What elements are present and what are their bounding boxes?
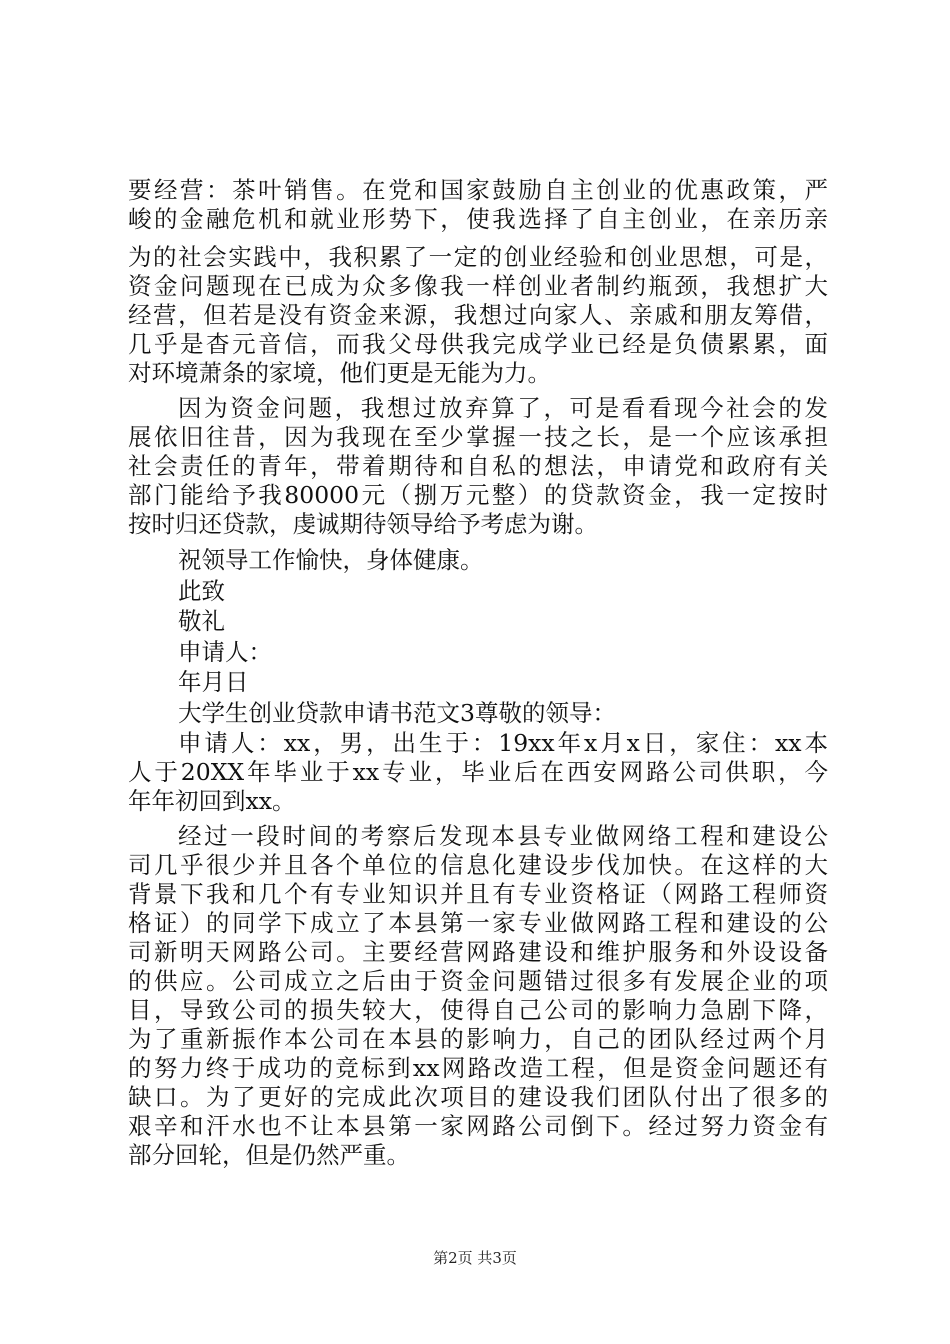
applicant-label: 申请人： [178, 638, 272, 666]
body-text-line: 资金问题现在已成为众多像我一样创业者制约瓶颈，我想扩大 [128, 272, 828, 300]
date-label: 年月日 [178, 668, 249, 696]
body-text-line: 展依旧往昔，因为我现在至少掌握一技之长，是一个应该承担 [128, 423, 828, 451]
body-text-line: 人于20XX年毕业于xx专业，毕业后在西安网路公司供职，今 [128, 758, 828, 786]
body-text-line: 社会责任的青年，带着期待和自私的想法，申请党和政府有关 [128, 452, 828, 480]
body-text-line: 部分回轮，但是仍然严重。 [128, 1141, 410, 1169]
closing-wish: 祝领导工作愉快，身体健康。 [178, 546, 484, 574]
body-text-line: 司新明天网路公司。主要经营网路建设和维护服务和外设设备 [128, 938, 828, 966]
body-text-line: 目，导致公司的损失较大，使得自己公司的影响力急剧下降， [128, 996, 828, 1024]
body-text-line: 的努力终于成功的竞标到xx网路改造工程，但是资金问题还有 [128, 1054, 828, 1082]
salutation-cizhi: 此致 [178, 577, 225, 605]
body-text-line: 对环境萧条的家境，他们更是无能为力。 [128, 359, 551, 387]
body-text-line: 经过一段时间的考察后发现本县专业做网络工程和建设公 [178, 822, 828, 850]
body-text-line: 司几乎很少并且各个单位的信息化建设步伐加快。在这样的大 [128, 851, 828, 879]
body-text-line: 背景下我和几个有专业知识并且有专业资格证（网路工程师资 [128, 880, 828, 908]
body-text-line: 因为资金问题，我想过放弃算了，可是看看现今社会的发 [178, 394, 828, 422]
section-heading: 大学生创业贷款申请书范文3尊敬的领导： [178, 699, 616, 727]
page-indicator: 第2页 共3页 [433, 1249, 517, 1267]
body-text-line: 缺口。为了更好的完成此次项目的建设我们团队付出了很多的 [128, 1083, 828, 1111]
body-text-line: 几乎是杳元音信，而我父母供我完成学业已经是负债累累，面 [128, 330, 828, 358]
body-text-line: 部门能给予我80000元（捌万元整）的贷款资金，我一定按时 [128, 481, 828, 509]
salutation-jingli: 敬礼 [178, 607, 225, 635]
body-text-line: 为的社会实践中，我积累了一定的创业经验和创业思想，可是， [128, 243, 828, 271]
body-text-line: 要经营：茶叶销售。在党和国家鼓励自主创业的优惠政策，严 [128, 176, 828, 204]
body-text-line: 申请人：xx，男，出生于：19xx年x月x日，家住：xx本 [178, 729, 828, 757]
body-text-line: 按时归还贷款，虔诚期待领导给予考虑为谢。 [128, 510, 598, 538]
body-text-line: 年年初回到xx。 [128, 787, 296, 815]
body-text-line: 峻的金融危机和就业形势下，使我选择了自主创业，在亲历亲 [128, 205, 828, 233]
body-text-line: 格证）的同学下成立了本县第一家专业做网路工程和建设的公 [128, 909, 828, 937]
body-text-line: 的供应。公司成立之后由于资金问题错过很多有发展企业的项 [128, 967, 828, 995]
body-text-line: 经营，但若是没有资金来源，我想过向家人、亲戚和朋友筹借， [128, 301, 828, 329]
body-text-line: 艰辛和汗水也不让本县第一家网路公司倒下。经过努力资金有 [128, 1112, 828, 1140]
body-text-line: 为了重新振作本公司在本县的影响力，自己的团队经过两个月 [128, 1025, 828, 1053]
